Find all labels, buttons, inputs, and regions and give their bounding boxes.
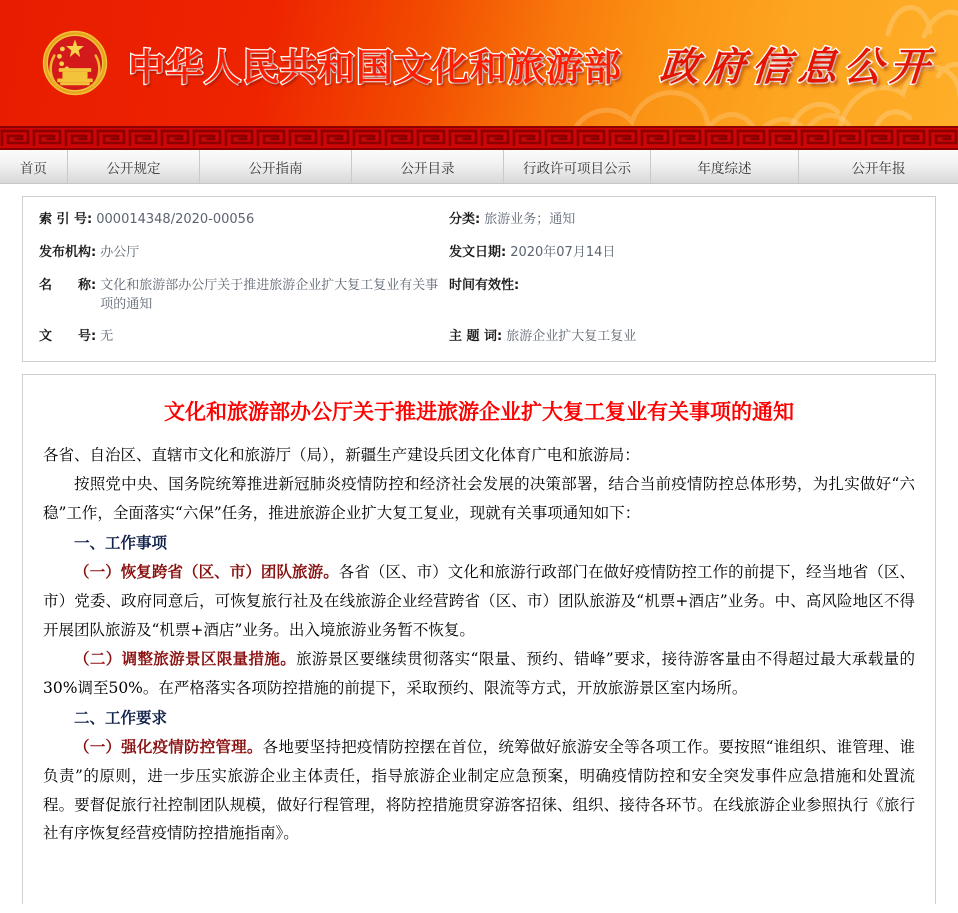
national-emblem-icon (38, 26, 112, 100)
category-value: 旅游业务；通知 (484, 212, 576, 227)
index-value: 000014348/2020-00056 (96, 212, 255, 227)
issuer-value: 办公厅 (100, 244, 140, 260)
banner-ministry-name: 中华人民共和国文化和旅游部 (128, 45, 622, 89)
document-content-box (22, 374, 936, 904)
banner-title-group (128, 27, 936, 101)
nav-label: 公开目录 (400, 161, 455, 177)
metadata-cell-issuer (39, 244, 449, 263)
nav-label: 公开规定 (106, 161, 161, 177)
index-label: 索 引 号: (39, 212, 93, 227)
nav-item-guide[interactable] (200, 150, 352, 184)
date-value: 2020年07月14日 (510, 244, 616, 260)
metadata-cell-date (449, 244, 919, 263)
nav-item-annual-review[interactable] (651, 150, 799, 184)
greek-key-pattern-icon (0, 128, 958, 148)
doc-item-1-1 (43, 558, 915, 644)
metadata-row-docno-keywords (39, 328, 919, 347)
nav-item-annual-report[interactable] (799, 150, 958, 184)
metadata-cell-index (39, 211, 449, 230)
doc-item-1-1-body: 各省（区、市）文化和旅游行政部门在做好疫情防控工作的前提下，经当地省（区、市）党委、政府同意后，可恢复旅行社及在线旅游企业经营跨省（区、市）团队旅游及“机票+酒店”业务。中、高风险地区不得开展团队旅游及“机票+酒店”业务。出入境旅游业务暂不恢复。 (43, 563, 915, 639)
nav-label: 公开年报 (851, 161, 906, 177)
doc-no-value: 无 (100, 329, 114, 345)
nav-item-license-publicity[interactable] (504, 150, 651, 184)
doc-item-2-1-title: （一）强化疫情防控管理。 (74, 737, 263, 757)
doc-section1-heading: 一、工作事项 (74, 532, 168, 552)
nav-label: 首页 (20, 161, 47, 177)
greek-key-decorative-strip (0, 126, 958, 150)
name-value: 文化和旅游部办公厅关于推进旅游企业扩大复工复业有关事项的通知 (100, 277, 439, 312)
validity-label: 时间有效性: (449, 277, 520, 293)
doc-no-label: 文 号: (39, 329, 97, 345)
keywords-label: 主 题 词: (449, 329, 503, 345)
banner-subtitle: 政府信息公开 (658, 44, 938, 90)
name-label: 名 称: (39, 277, 97, 293)
metadata-cell-category (449, 211, 919, 230)
date-label: 发文日期: (449, 244, 507, 260)
metadata-cell-keywords (449, 328, 919, 347)
document-body (43, 441, 915, 848)
nav-label: 行政许可项目公示 (523, 161, 631, 177)
doc-item-1-2-title: （二）调整旅游景区限量措施。 (74, 649, 297, 669)
page-body (0, 184, 958, 904)
metadata-cell-doc-no (39, 328, 449, 347)
doc-section2-heading: 二、工作要求 (74, 707, 168, 727)
doc-item-2-1-body: 各地要坚持把疫情防控摆在首位，统筹做好旅游安全等各项工作。要按照“谁组织、谁管理、谁负责”的原则，进一步压实旅游企业主体责任，指导旅游企业制定应急预案，明确疫情防控和安全突发事件应急措施和处置流程。要督促旅行社控制团队规模，做好行程管理，将防控措施贯穿游客招徕、组织、接待各环节。在线旅游企业参照执行《旅行社有序恢复经营疫情防控措施指南》。 (43, 738, 915, 843)
nav-label: 年度综述 (697, 161, 752, 177)
nav-item-rules[interactable] (68, 150, 200, 184)
issuer-label: 发布机构: (39, 244, 97, 260)
category-label: 分类: (449, 212, 481, 227)
keywords-value: 旅游企业扩大复工复业 (506, 329, 637, 345)
site-banner (0, 0, 958, 126)
metadata-row-issuer-date (39, 244, 919, 263)
doc-item-1-1-title: （一）恢复跨省（区、市）团队旅游。 (74, 562, 339, 582)
doc-preamble: 按照党中央、国务院统筹推进新冠肺炎疫情防控和经济社会发展的决策部署，结合当前疫情防控总体形势，为扎实做好“六稳”工作，全面落实“六保”任务，推进旅游企业扩大复工复业，现就有关事项通知如下： (43, 475, 915, 522)
metadata-row-index-category (39, 211, 919, 230)
metadata-row-name-validity (39, 277, 919, 315)
nav-item-home[interactable] (0, 150, 68, 184)
metadata-cell-validity (449, 277, 919, 315)
doc-addressee: 各省、自治区、直辖市文化和旅游厅（局），新疆生产建设兵团文化体育广电和旅游局： (43, 445, 640, 464)
doc-item-1-2-body: 旅游景区要继续贯彻落实“限量、预约、错峰”要求，接待游客量由不得超过最大承载量的30%调至50%。在严格落实各项防控措施的前提下，采取预约、限流等方式，开放旅游景区室内场所。 (43, 650, 915, 697)
nav-item-catalog[interactable] (352, 150, 504, 184)
nav-label: 公开指南 (248, 161, 303, 177)
doc-item-1-2 (43, 645, 915, 702)
document-metadata-table (22, 196, 936, 362)
document-title: 文化和旅游部办公厅关于推进旅游企业扩大复工复业有关事项的通知 (164, 399, 794, 425)
metadata-cell-name (39, 277, 449, 315)
doc-item-2-1 (43, 733, 915, 848)
main-navigation[interactable] (0, 150, 958, 184)
